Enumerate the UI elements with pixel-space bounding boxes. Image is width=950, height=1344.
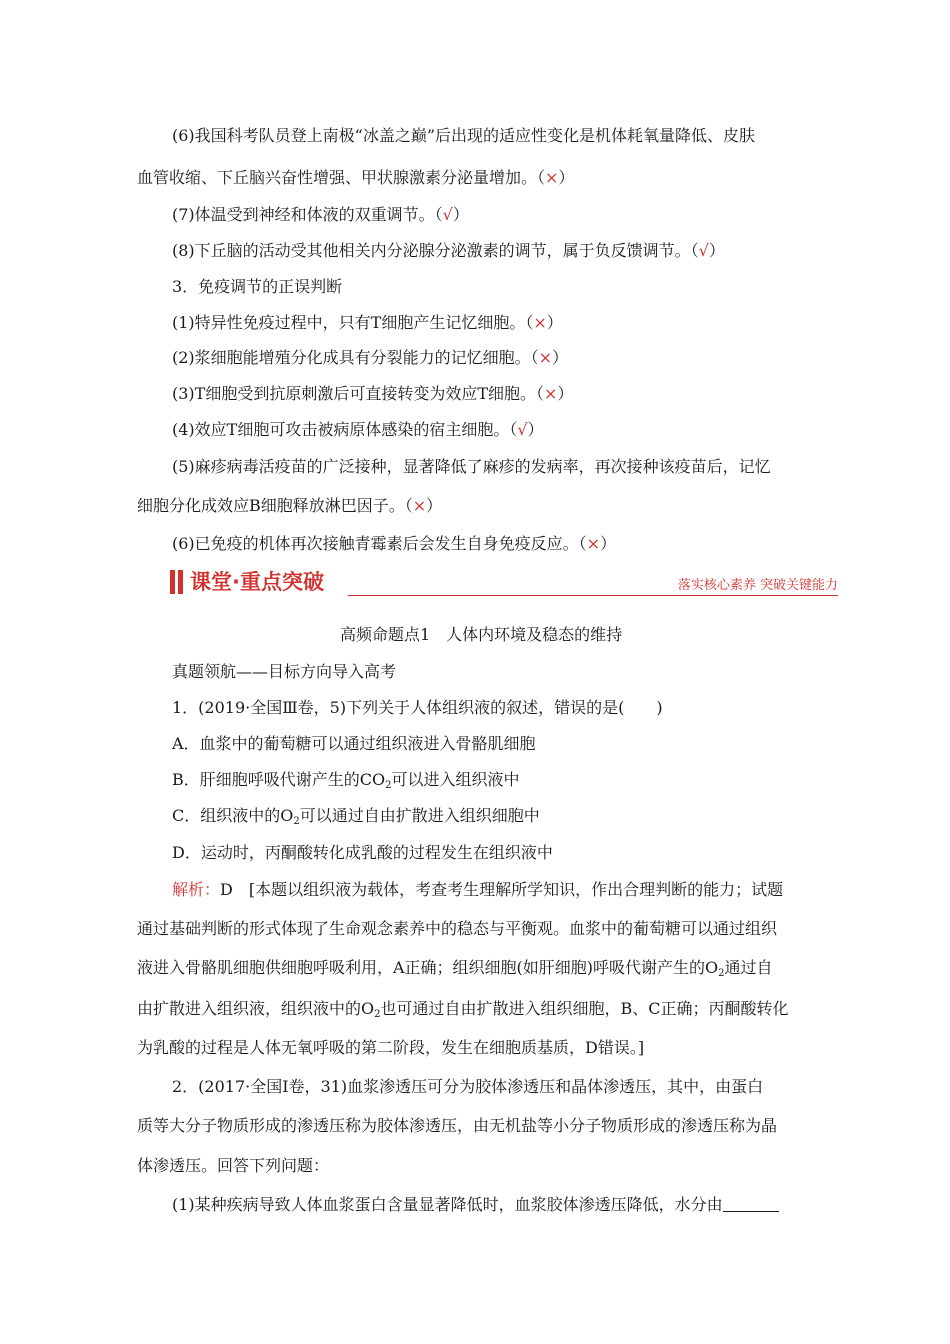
item-2-6-line1: (6)我国科考队员登上南极“冰盖之巅”后出现的适应性变化是机体耗氧量降低、皮肤 (172, 126, 756, 145)
check-mark: √ (698, 241, 709, 260)
check-mark: √ (517, 420, 528, 439)
item-2-7: (7)体温受到神经和体液的双重调节。（√） (172, 205, 469, 224)
explanation-label: 解析： (172, 880, 221, 899)
item-2-8: (8)下丘脑的活动受其他相关内分泌腺分泌激素的调节，属于负反馈调节。（√） (172, 241, 725, 260)
subheading: 真题领航——目标方向导入高考 (172, 662, 397, 681)
option-a: A．血浆中的葡萄糖可以通过组织液进入骨骼肌细胞 (172, 734, 536, 753)
cross-mark: × (586, 534, 601, 553)
option-d: D．运动时，丙酮酸转化成乳酸的过程发生在组织液中 (172, 843, 553, 862)
item-3-5-line2: 细胞分化成效应B细胞释放淋巴因子。（×） (137, 496, 443, 515)
cross-mark: × (412, 496, 427, 515)
check-mark: √ (442, 205, 453, 224)
point-title: 高频命题点1 人体内环境及稳态的维持 (340, 625, 623, 644)
item-3-6: (6)已免疫的机体再次接触青霉素后会发生自身免疫反应。（×） (172, 534, 617, 553)
explanation-line: 为乳酸的过程是人体无氧呼吸的第二阶段，发生在细胞质基质，D错误。] (137, 1038, 645, 1057)
item-3-2: (2)浆细胞能增殖分化成具有分裂能力的记忆细胞。（×） (172, 348, 569, 367)
cross-mark: × (533, 313, 547, 332)
section-banner (170, 568, 838, 598)
cross-mark: × (538, 348, 553, 367)
cross-mark: × (544, 384, 558, 403)
option-c: C．组织液中的$O_2$可以通过自由扩散进入组织细胞中 (172, 806, 540, 827)
item-3-5-line1: (5)麻疹病毒活疫苗的广泛接种，显著降低了麻疹的发病率，再次接种该疫苗后，记忆 (172, 457, 771, 476)
item-2-6-line2: 血管收缩、下丘脑兴奋性增强、甲状腺激素分泌量增加。（×） (137, 168, 575, 187)
answer-blank (723, 1197, 779, 1212)
banner-tagline: 落实核心素养 突破关键能力 (677, 578, 838, 593)
banner-rule (348, 595, 838, 596)
explanation-line: 通过基础判断的形式体现了生命观念素养中的稳态与平衡观。血浆中的葡萄糖可以通过组织 (137, 919, 778, 938)
question-2-line3: 体渗透压。回答下列问题： (137, 1156, 330, 1175)
item-3-1: (1)特异性免疫过程中，只有T细胞产生记忆细胞。（×） (172, 313, 563, 332)
question-1-stem: 1．(2019·全国Ⅲ卷，5)下列关于人体组织液的叙述，错误的是( ) (172, 698, 663, 717)
question-2-line2: 质等大分子物质形成的渗透压称为胶体渗透压，由无机盐等小分子物质形成的渗透压称为晶 (137, 1116, 778, 1135)
cross-mark: × (545, 168, 559, 187)
section-3-heading: 3．免疫调节的正误判断 (172, 277, 343, 296)
question-2-sub-1: (1)某种疾病导致人体血浆蛋白含量显著降低时，血浆胶体渗透压降低，水分由 (172, 1194, 779, 1216)
banner-title: 课堂·重点突破 (190, 570, 324, 594)
banner-accent-bar (170, 570, 175, 594)
item-3-3: (3)T细胞受到抗原刺激后可直接转变为效应T细胞。（×） (172, 384, 574, 403)
explanation-line: 由扩散进入组织液，组织液中的$O_2$也可通过自由扩散进入组织细胞，B、C正确；丙酮酸转化 (137, 999, 789, 1020)
explanation-line: 解析：D [本题以组织液为载体，考查考生理解所学知识，作出合理判断的能力；试题 (172, 880, 784, 899)
item-3-4: (4)效应T细胞可攻击被病原体感染的宿主细胞。（√） (172, 420, 544, 439)
banner-accent-bar (178, 570, 183, 594)
option-b: B．肝细胞呼吸代谢产生的$CO_2$可以进入组织液中 (172, 770, 520, 791)
explanation-line: 液进入骨骼肌细胞供细胞呼吸利用，A正确；组织细胞(如肝细胞)呼吸代谢产生的$O_2$通过自 (137, 958, 773, 979)
question-2-line1: 2．(2017·全国Ⅰ卷，31)血浆渗透压可分为胶体渗透压和晶体渗透压，其中，由蛋白 (172, 1077, 764, 1096)
